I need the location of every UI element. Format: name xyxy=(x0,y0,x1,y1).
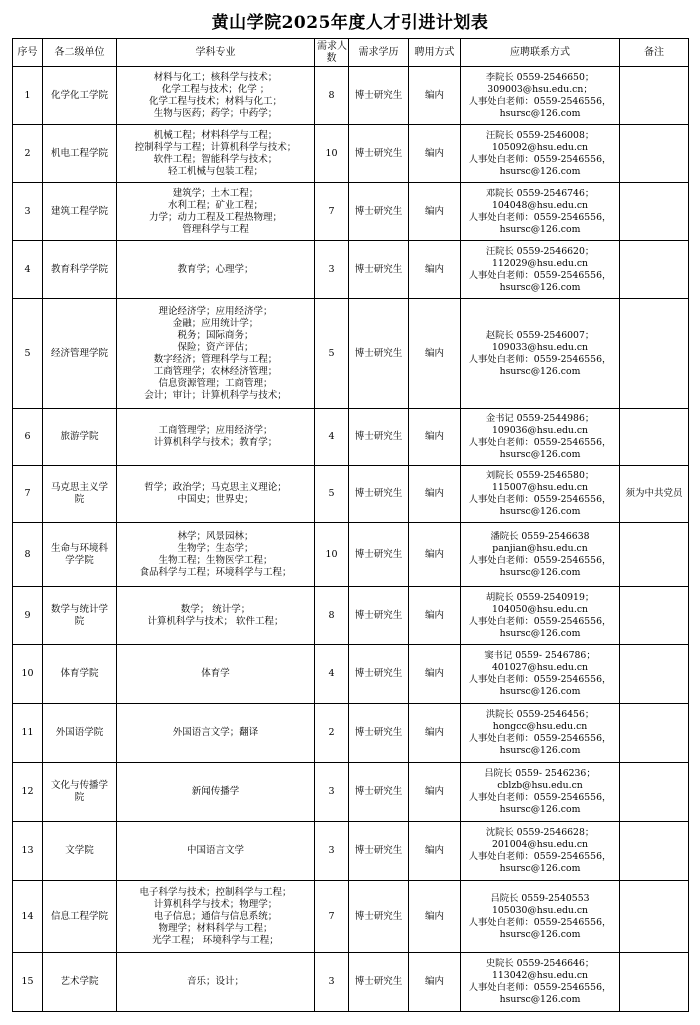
cell-majors-line: 电子信息；通信与信息系统； xyxy=(153,910,278,922)
cell-contact-line: 窦书记 0559- 2546786； xyxy=(484,650,596,661)
cell-unit-line: 生命与环境科 xyxy=(50,542,108,554)
cell-unit-line: 旅游学院 xyxy=(60,431,99,442)
cell-unit xyxy=(43,466,117,523)
cell-contact-line: 105030@hsu.edu.cn xyxy=(491,904,589,916)
cell-contact-line: 401027@hsu.edu.cn xyxy=(491,662,589,673)
cell-majors-line: 哲学；政治学；马克思主义理论； xyxy=(144,482,287,493)
cell-majors xyxy=(117,523,315,587)
cell-contact-line: 105092@hsu.edu.cn xyxy=(491,141,589,153)
cell-unit xyxy=(43,409,117,466)
cell-majors-line: 金融；应用统计学； xyxy=(172,317,259,329)
cell-degree: 博士研究生 xyxy=(349,466,409,523)
cell-note xyxy=(620,881,689,953)
cell-majors-line: 会计；审计；计算机科学与技术； xyxy=(144,389,287,401)
cell-unit-line: 教育科学学院 xyxy=(50,263,108,275)
cell-contact-line: 人事处白老师：0559-2546556， xyxy=(468,554,612,566)
cell-majors-line: 轻工机械与包装工程； xyxy=(167,165,263,177)
cell-index: 13 xyxy=(13,822,43,881)
cell-majors-line: 控制科学与工程；计算机科学与技术； xyxy=(134,141,297,153)
cell-count: 5 xyxy=(315,466,349,523)
cell-count: 4 xyxy=(315,645,349,704)
cell-unit xyxy=(43,763,117,822)
cell-degree: 博士研究生 xyxy=(349,704,409,763)
cell-note: 须为中共党员 xyxy=(620,466,689,523)
cell-unit xyxy=(43,67,117,125)
cell-count: 4 xyxy=(315,409,349,466)
cell-contact-line: 邓院长 0559-2546746； xyxy=(485,187,595,199)
cell-count: 2 xyxy=(315,704,349,763)
table-body xyxy=(13,67,689,1012)
cell-majors-line: 建筑学；土木工程； xyxy=(172,187,259,199)
cell-degree: 博士研究生 xyxy=(349,241,409,299)
cell-contact-line: 金书记 0559-2544986； xyxy=(485,413,595,424)
cell-contact-line: 人事处白老师：0559-2546556， xyxy=(468,733,612,744)
cell-unit xyxy=(43,183,117,241)
cell-employment: 编内 xyxy=(409,822,461,881)
table-row xyxy=(13,241,689,299)
cell-degree: 博士研究生 xyxy=(349,822,409,881)
cell-contact-line: 人事处白老师：0559-2546556， xyxy=(468,437,612,448)
cell-majors-line: 计算机科学与技术；物理学； xyxy=(153,898,278,910)
cell-majors-line: 工商管理学；应用经济学； xyxy=(158,425,273,436)
cell-majors-line: 光学工程； 环境科学与工程； xyxy=(152,934,279,946)
cell-unit-line: 体育学院 xyxy=(60,668,99,679)
cell-note xyxy=(620,409,689,466)
cell-unit xyxy=(43,125,117,183)
cell-count: 10 xyxy=(315,523,349,587)
cell-majors-line: 食品科学与工程；环境科学与工程； xyxy=(139,566,292,578)
cell-majors-line: 教育学；心理学； xyxy=(177,263,254,275)
cell-majors-line: 物理学；材料科学与工程； xyxy=(158,922,273,934)
cell-majors-line: 生物工程；生物医学工程； xyxy=(158,554,273,566)
header-major: 学科专业 xyxy=(117,39,315,67)
cell-majors-line: 信息资源管理；工商管理； xyxy=(158,377,273,389)
cell-majors-line: 理论经济学；应用经济学； xyxy=(158,305,273,317)
cell-majors-line: 保险；资产评估； xyxy=(177,341,254,353)
cell-note xyxy=(620,953,689,1012)
cell-degree: 博士研究生 xyxy=(349,763,409,822)
cell-degree: 博士研究生 xyxy=(349,881,409,953)
cell-unit xyxy=(43,523,117,587)
cell-index: 10 xyxy=(13,645,43,704)
cell-majors-line: 电子科学与技术；控制科学与工程； xyxy=(139,886,292,898)
header-note: 备注 xyxy=(620,39,689,67)
table-row xyxy=(13,881,689,953)
cell-index: 4 xyxy=(13,241,43,299)
cell-contact-line: 赵院长 0559-2546007； xyxy=(485,329,595,341)
cell-majors xyxy=(117,409,315,466)
cell-contact xyxy=(461,183,620,241)
cell-contact xyxy=(461,953,620,1012)
cell-majors xyxy=(117,587,315,645)
cell-contact-line: hsursc@126.com xyxy=(499,566,581,578)
cell-contact-line: 人事处白老师：0559-2546556， xyxy=(468,269,612,281)
cell-employment: 编内 xyxy=(409,523,461,587)
cell-unit-line: 外国语学院 xyxy=(55,727,104,738)
cell-contact-line: 汪院长 0559-2546008； xyxy=(485,129,595,141)
cell-contact-line: 人事处白老师：0559-2546556， xyxy=(468,353,612,365)
cell-contact-line: hsursc@126.com xyxy=(499,449,581,460)
cell-majors xyxy=(117,125,315,183)
cell-contact-line: 李院长 0559-2546650； xyxy=(485,71,595,83)
cell-contact-line: hongcc@hsu.edu.cn xyxy=(492,721,588,732)
cell-note xyxy=(620,125,689,183)
cell-index: 15 xyxy=(13,953,43,1012)
cell-employment: 编内 xyxy=(409,587,461,645)
cell-contact-line: 吕院长 0559-2540553 xyxy=(490,892,590,904)
cell-contact-line: 洪院长 0559-2546456； xyxy=(485,709,595,720)
cell-contact-line: hsursc@126.com xyxy=(499,165,581,177)
cell-contact-line: 人事处白老师：0559-2546556， xyxy=(468,851,612,862)
cell-majors-line: 税务；国际商务； xyxy=(177,329,254,341)
cell-majors xyxy=(117,822,315,881)
cell-contact-line: 309003@hsu.edu.cn； xyxy=(487,83,593,95)
cell-majors-line: 数字经济；管理科学与工程； xyxy=(153,353,278,365)
cell-majors xyxy=(117,299,315,409)
cell-contact xyxy=(461,299,620,409)
cell-employment: 编内 xyxy=(409,125,461,183)
header-count-line: 数 xyxy=(326,52,337,64)
cell-majors-line: 化学工程与技术；化学 ； xyxy=(161,83,270,95)
cell-contact-line: panjian@hsu.edu.cn xyxy=(492,542,588,554)
header-employment: 聘用方式 xyxy=(409,39,461,67)
cell-contact-line: hsursc@126.com xyxy=(499,804,581,815)
cell-index: 8 xyxy=(13,523,43,587)
cell-contact xyxy=(461,704,620,763)
cell-note xyxy=(620,183,689,241)
cell-index: 3 xyxy=(13,183,43,241)
cell-unit-line: 机电工程学院 xyxy=(50,147,108,159)
cell-unit-line: 文化与传播学 xyxy=(50,780,108,791)
table-row xyxy=(13,763,689,822)
cell-count: 8 xyxy=(315,67,349,125)
cell-unit-line: 数学与统计学 xyxy=(50,603,108,615)
cell-unit xyxy=(43,241,117,299)
cell-employment: 编内 xyxy=(409,704,461,763)
cell-unit xyxy=(43,822,117,881)
cell-unit xyxy=(43,645,117,704)
table-row xyxy=(13,822,689,881)
cell-contact-line: hsursc@126.com xyxy=(499,365,581,377)
cell-unit-line: 文学院 xyxy=(65,845,94,856)
cell-majors-line: 计算机科学与技术； 软件工程； xyxy=(147,615,284,627)
table-row xyxy=(13,587,689,645)
table-row xyxy=(13,299,689,409)
cell-contact-line: 113042@hsu.edu.cn xyxy=(491,970,589,981)
cell-degree: 博士研究生 xyxy=(349,645,409,704)
cell-contact-line: hsursc@126.com xyxy=(499,506,581,517)
cell-contact xyxy=(461,587,620,645)
cell-contact-line: 人事处白老师：0559-2546556， xyxy=(468,982,612,993)
cell-index: 9 xyxy=(13,587,43,645)
cell-index: 6 xyxy=(13,409,43,466)
cell-majors xyxy=(117,67,315,125)
cell-note xyxy=(620,645,689,704)
cell-majors-line: 外国语言文学；翻译 xyxy=(172,727,259,738)
cell-majors-line: 软件工程；智能科学与技术； xyxy=(153,153,278,165)
cell-contact-line: hsursc@126.com xyxy=(499,686,581,697)
table-row xyxy=(13,953,689,1012)
cell-unit xyxy=(43,704,117,763)
cell-contact-line: 胡院长 0559-2540919； xyxy=(485,591,595,603)
cell-degree: 博士研究生 xyxy=(349,67,409,125)
cell-contact-line: 112029@hsu.edu.cn xyxy=(491,257,589,269)
header-count-line: 需求人 xyxy=(317,40,347,52)
cell-contact-line: 潘院长 0559-2546638 xyxy=(490,530,590,542)
cell-majors xyxy=(117,953,315,1012)
cell-contact xyxy=(461,763,620,822)
cell-contact-line: hsursc@126.com xyxy=(499,994,581,1005)
cell-unit-line: 学学院 xyxy=(65,554,94,566)
cell-index: 1 xyxy=(13,67,43,125)
cell-contact xyxy=(461,645,620,704)
cell-unit-line: 马克思主义学 xyxy=(50,482,108,493)
cell-contact-line: 109033@hsu.edu.cn xyxy=(491,341,589,353)
cell-employment: 编内 xyxy=(409,409,461,466)
cell-unit-line: 建筑工程学院 xyxy=(50,205,108,217)
cell-majors-line: 化学工程与技术；材料与化工； xyxy=(148,95,282,107)
cell-majors xyxy=(117,704,315,763)
header-count xyxy=(315,39,349,67)
table-row xyxy=(13,125,689,183)
cell-unit-line: 信息工程学院 xyxy=(50,910,108,922)
cell-majors-line: 音乐；设计； xyxy=(186,976,244,987)
cell-degree: 博士研究生 xyxy=(349,587,409,645)
cell-employment: 编内 xyxy=(409,67,461,125)
header-index: 序号 xyxy=(13,39,43,67)
cell-majors-line: 管理科学与工程 xyxy=(182,223,249,235)
header-unit: 各二级单位 xyxy=(43,39,117,67)
cell-contact-line: 人事处白老师：0559-2546556， xyxy=(468,792,612,803)
cell-contact xyxy=(461,523,620,587)
cell-unit-line: 院 xyxy=(74,494,85,505)
cell-contact-line: 201004@hsu.edu.cn xyxy=(491,839,589,850)
cell-contact-line: 115007@hsu.edu.cn xyxy=(491,482,589,493)
cell-majors-line: 水利工程；矿业工程； xyxy=(167,199,263,211)
cell-note xyxy=(620,67,689,125)
cell-contact xyxy=(461,67,620,125)
cell-count: 3 xyxy=(315,953,349,1012)
cell-index: 14 xyxy=(13,881,43,953)
cell-employment: 编内 xyxy=(409,183,461,241)
cell-majors xyxy=(117,183,315,241)
cell-majors-line: 中国史；世界史； xyxy=(177,494,254,505)
cell-count: 3 xyxy=(315,822,349,881)
cell-note xyxy=(620,587,689,645)
cell-degree: 博士研究生 xyxy=(349,299,409,409)
cell-employment: 编内 xyxy=(409,241,461,299)
cell-unit-line: 经济管理学院 xyxy=(50,347,108,359)
cell-unit xyxy=(43,953,117,1012)
cell-employment: 编内 xyxy=(409,466,461,523)
cell-note xyxy=(620,523,689,587)
cell-degree: 博士研究生 xyxy=(349,523,409,587)
cell-employment: 编内 xyxy=(409,953,461,1012)
cell-count: 8 xyxy=(315,587,349,645)
cell-majors xyxy=(117,763,315,822)
cell-degree: 博士研究生 xyxy=(349,409,409,466)
cell-count: 3 xyxy=(315,763,349,822)
cell-index: 2 xyxy=(13,125,43,183)
cell-note xyxy=(620,763,689,822)
cell-majors xyxy=(117,466,315,523)
cell-contact xyxy=(461,881,620,953)
cell-employment: 编内 xyxy=(409,299,461,409)
cell-contact-line: 人事处白老师：0559-2546556， xyxy=(468,95,612,107)
table-row xyxy=(13,409,689,466)
cell-contact-line: hsursc@126.com xyxy=(499,928,581,940)
cell-contact-line: 汪院长 0559-2546620； xyxy=(485,245,595,257)
cell-contact-line: 人事处白老师：0559-2546556， xyxy=(468,615,612,627)
cell-employment: 编内 xyxy=(409,881,461,953)
cell-unit-line: 化学化工学院 xyxy=(50,89,108,101)
cell-majors-line: 计算机科学与技术；教育学； xyxy=(153,437,278,448)
table-row xyxy=(13,704,689,763)
cell-contact-line: 人事处白老师：0559-2546556， xyxy=(468,494,612,505)
cell-majors-line: 中国语言文学 xyxy=(186,845,244,856)
cell-index: 5 xyxy=(13,299,43,409)
cell-contact xyxy=(461,409,620,466)
cell-unit xyxy=(43,299,117,409)
cell-employment: 编内 xyxy=(409,763,461,822)
cell-count: 7 xyxy=(315,881,349,953)
table-row xyxy=(13,183,689,241)
cell-contact-line: 人事处白老师：0559-2546556， xyxy=(468,674,612,685)
cell-note xyxy=(620,241,689,299)
cell-contact-line: 吕院长 0559- 2546236； xyxy=(484,768,596,779)
table-row xyxy=(13,67,689,125)
cell-index: 12 xyxy=(13,763,43,822)
table-row xyxy=(13,523,689,587)
cell-contact-line: 104050@hsu.edu.cn xyxy=(491,603,589,615)
cell-majors-line: 数学； 统计学； xyxy=(180,603,251,615)
cell-unit-line: 院 xyxy=(74,792,85,803)
cell-contact-line: 人事处白老师：0559-2546556， xyxy=(468,153,612,165)
cell-count: 3 xyxy=(315,241,349,299)
cell-unit-line: 院 xyxy=(74,615,85,627)
cell-majors-line: 力学；动力工程及工程热物理； xyxy=(148,211,282,223)
recruitment-plan-table xyxy=(12,38,689,1012)
table-header-row xyxy=(13,39,689,67)
cell-index: 7 xyxy=(13,466,43,523)
cell-majors-line: 生物与医药；药学；中药学； xyxy=(153,107,278,119)
cell-note xyxy=(620,299,689,409)
cell-note xyxy=(620,704,689,763)
cell-unit xyxy=(43,881,117,953)
cell-note xyxy=(620,822,689,881)
cell-contact-line: 人事处白老师：0559-2546556， xyxy=(468,916,612,928)
cell-contact-line: hsursc@126.com xyxy=(499,223,581,235)
table-row xyxy=(13,466,689,523)
cell-contact xyxy=(461,822,620,881)
cell-contact-line: 109036@hsu.edu.cn xyxy=(491,425,589,436)
cell-majors-line: 体育学 xyxy=(201,668,230,679)
cell-contact-line: hsursc@126.com xyxy=(499,281,581,293)
cell-majors-line: 工商管理学；农林经济管理； xyxy=(153,365,278,377)
cell-contact-line: 沈院长 0559-2546628； xyxy=(485,827,595,838)
cell-contact-line: 史院长 0559-2546646； xyxy=(485,958,595,969)
cell-majors-line: 机械工程；材料科学与工程； xyxy=(153,129,278,141)
cell-majors xyxy=(117,241,315,299)
cell-degree: 博士研究生 xyxy=(349,125,409,183)
cell-degree: 博士研究生 xyxy=(349,953,409,1012)
cell-majors xyxy=(117,645,315,704)
cell-majors-line: 生物学；生态学； xyxy=(177,542,254,554)
header-degree: 需求学历 xyxy=(349,39,409,67)
cell-contact xyxy=(461,466,620,523)
cell-contact-line: 104048@hsu.edu.cn xyxy=(491,199,589,211)
cell-unit xyxy=(43,587,117,645)
header-contact: 应聘联系方式 xyxy=(461,39,620,67)
page-title: 黄山学院2025年度人才引进计划表 xyxy=(211,13,489,33)
cell-contact-line: cblzb@hsu.edu.cn xyxy=(497,780,583,791)
cell-count: 5 xyxy=(315,299,349,409)
cell-contact xyxy=(461,125,620,183)
cell-index: 11 xyxy=(13,704,43,763)
table-row xyxy=(13,645,689,704)
cell-majors-line: 材料与化工；核科学与技术； xyxy=(153,71,278,83)
cell-employment: 编内 xyxy=(409,645,461,704)
cell-contact xyxy=(461,241,620,299)
cell-contact-line: hsursc@126.com xyxy=(499,863,581,874)
cell-contact-line: hsursc@126.com xyxy=(499,745,581,756)
cell-majors-line: 新闻传播学 xyxy=(191,786,240,797)
cell-contact-line: 刘院长 0559-2546580； xyxy=(485,470,595,481)
cell-count: 10 xyxy=(315,125,349,183)
cell-majors xyxy=(117,881,315,953)
cell-unit-line: 艺术学院 xyxy=(60,976,99,987)
cell-contact-line: hsursc@126.com xyxy=(499,627,581,639)
cell-count: 7 xyxy=(315,183,349,241)
cell-degree: 博士研究生 xyxy=(349,183,409,241)
cell-contact-line: hsursc@126.com xyxy=(499,107,581,119)
cell-majors-line: 林学；风景园林； xyxy=(177,530,254,542)
cell-contact-line: 人事处白老师：0559-2546556， xyxy=(468,211,612,223)
